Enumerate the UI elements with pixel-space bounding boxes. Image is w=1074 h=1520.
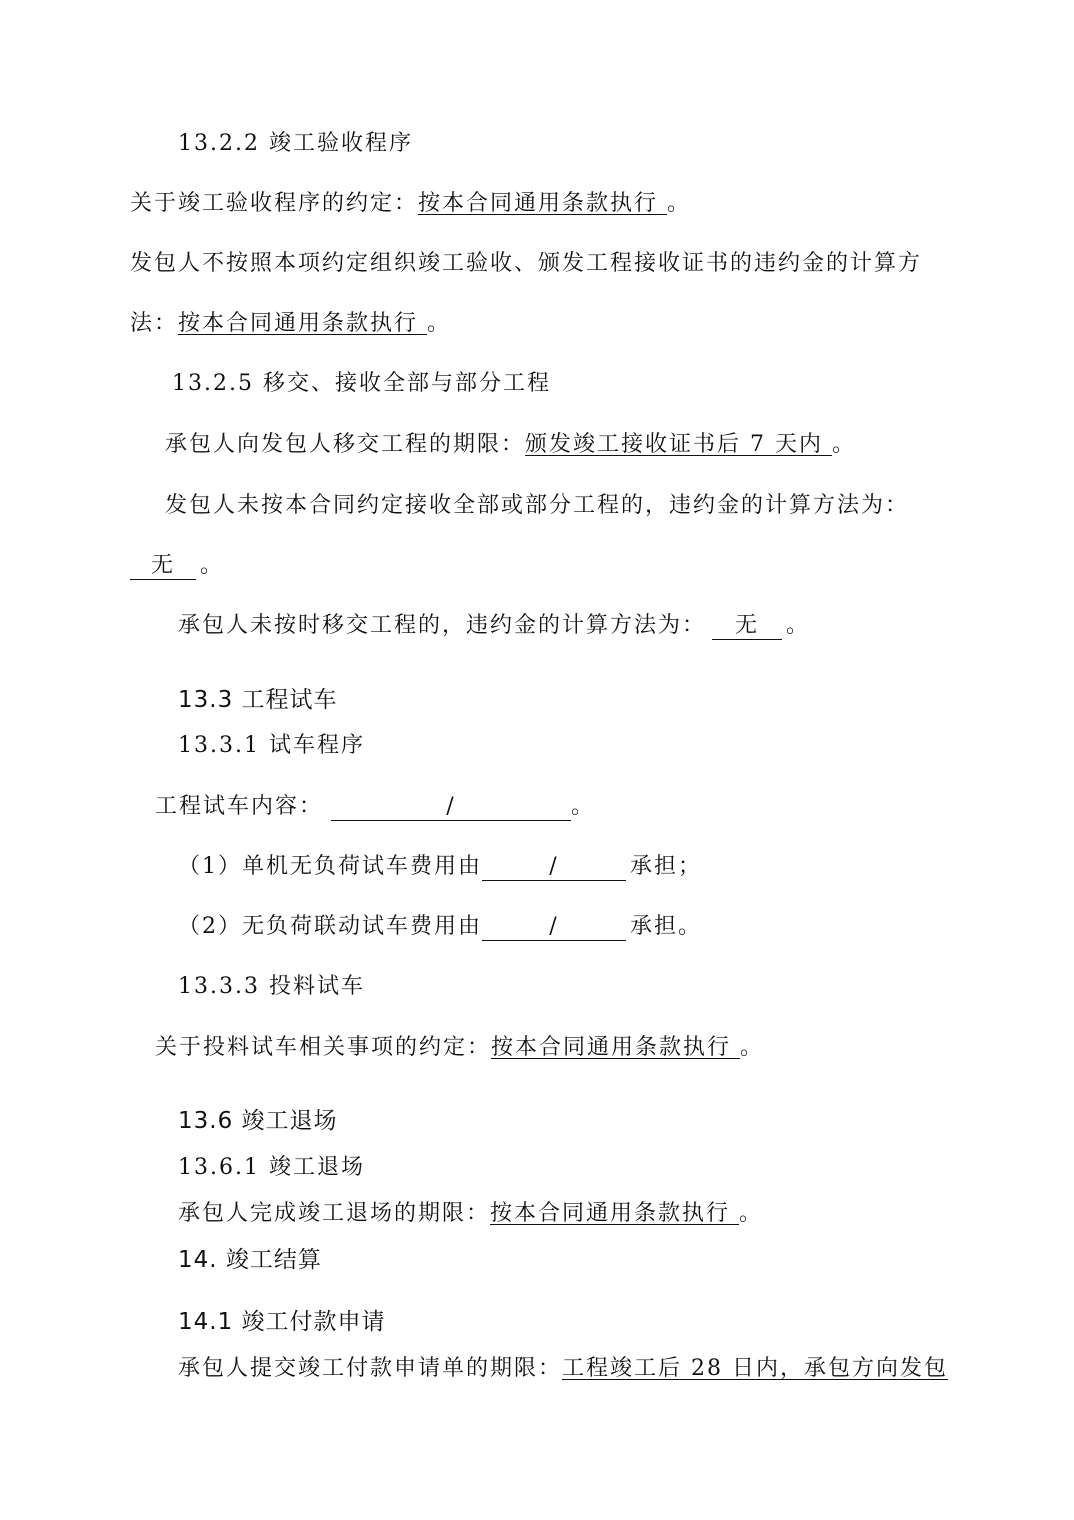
- payment-application-value: 工程竣工后 28 日内，承包方向发包: [562, 1356, 948, 1381]
- exit-deadline-end: 。: [739, 1201, 764, 1226]
- single-machine-trial-end: 承担；: [630, 854, 703, 879]
- payment-application-deadline: [178, 1354, 948, 1384]
- handover-deadline-value: 颁发竣工接收证书后 7 天内: [525, 432, 832, 457]
- contractor-penalty-label: 承包人未按时移交工程的，违约金的计算方法为：: [178, 613, 707, 638]
- owner-penalty-end: 。: [200, 553, 225, 578]
- linkage-trial-cost: [178, 912, 702, 942]
- exit-deadline: [178, 1199, 763, 1229]
- exit-deadline-value: 按本合同通用条款执行: [490, 1201, 740, 1226]
- acceptance-procedure-value: 按本合同通用条款执行: [418, 191, 668, 216]
- acceptance-penalty-line2: [130, 309, 451, 339]
- section-14-heading: 14. 竣工结算: [178, 1247, 322, 1273]
- acceptance-penalty-label: 法：: [130, 311, 179, 336]
- contractor-penalty-value: 无: [712, 613, 782, 640]
- trial-content-value: /: [331, 794, 571, 821]
- owner-penalty-value: 无: [130, 553, 196, 580]
- owner-penalty-answer: [130, 551, 224, 581]
- acceptance-procedure-end: 。: [667, 191, 692, 216]
- acceptance-penalty-value: 按本合同通用条款执行: [178, 311, 428, 336]
- single-machine-trial-label: （1）单机无负荷试车费用由: [178, 854, 482, 879]
- feed-trial-agreement: [155, 1033, 764, 1063]
- section-13-6-1-heading: 13.6.1 竣工退场: [178, 1155, 365, 1180]
- payment-application-label: 承包人提交竣工付款申请单的期限：: [178, 1356, 563, 1381]
- feed-trial-end: 。: [740, 1035, 765, 1060]
- linkage-trial-value: /: [482, 914, 626, 941]
- exit-deadline-label: 承包人完成竣工退场的期限：: [178, 1201, 491, 1226]
- section-13-3-heading: 13.3 工程试车: [178, 687, 338, 713]
- trial-content-end: 。: [571, 794, 596, 819]
- feed-trial-value: 按本合同通用条款执行: [491, 1035, 741, 1060]
- trial-content: [155, 792, 595, 822]
- contractor-penalty: [178, 611, 810, 641]
- acceptance-penalty-end: 。: [427, 311, 452, 336]
- section-13-2-5-heading: 13.2.5 移交、接收全部与部分工程: [172, 371, 551, 396]
- owner-penalty-line: 发包人未按本合同约定接收全部或部分工程的，违约金的计算方法为：: [165, 493, 910, 518]
- single-machine-trial-cost: [178, 852, 702, 882]
- acceptance-penalty-line1: 发包人不按照本项约定组织竣工验收、颁发工程接收证书的违约金的计算方: [130, 251, 923, 276]
- handover-deadline-end: 。: [832, 432, 857, 457]
- handover-deadline: [165, 430, 856, 460]
- acceptance-procedure-label: 关于竣工验收程序的约定：: [130, 191, 419, 216]
- section-13-2-2-heading: 13.2.2 竣工验收程序: [178, 131, 413, 156]
- linkage-trial-label: （2）无负荷联动试车费用由: [178, 914, 482, 939]
- trial-content-label: 工程试车内容：: [155, 794, 324, 819]
- acceptance-procedure-agreement: [130, 189, 691, 219]
- section-14-1-heading: 14.1 竣工付款申请: [178, 1309, 386, 1335]
- handover-deadline-label: 承包人向发包人移交工程的期限：: [165, 432, 526, 457]
- section-13-6-heading: 13.6 竣工退场: [178, 1108, 338, 1134]
- linkage-trial-end: 承担。: [630, 914, 703, 939]
- section-13-3-1-heading: 13.3.1 试车程序: [178, 733, 365, 758]
- single-machine-trial-value: /: [482, 854, 626, 881]
- feed-trial-label: 关于投料试车相关事项的约定：: [155, 1035, 492, 1060]
- section-13-3-3-heading: 13.3.3 投料试车: [178, 974, 365, 999]
- contractor-penalty-end: 。: [786, 613, 811, 638]
